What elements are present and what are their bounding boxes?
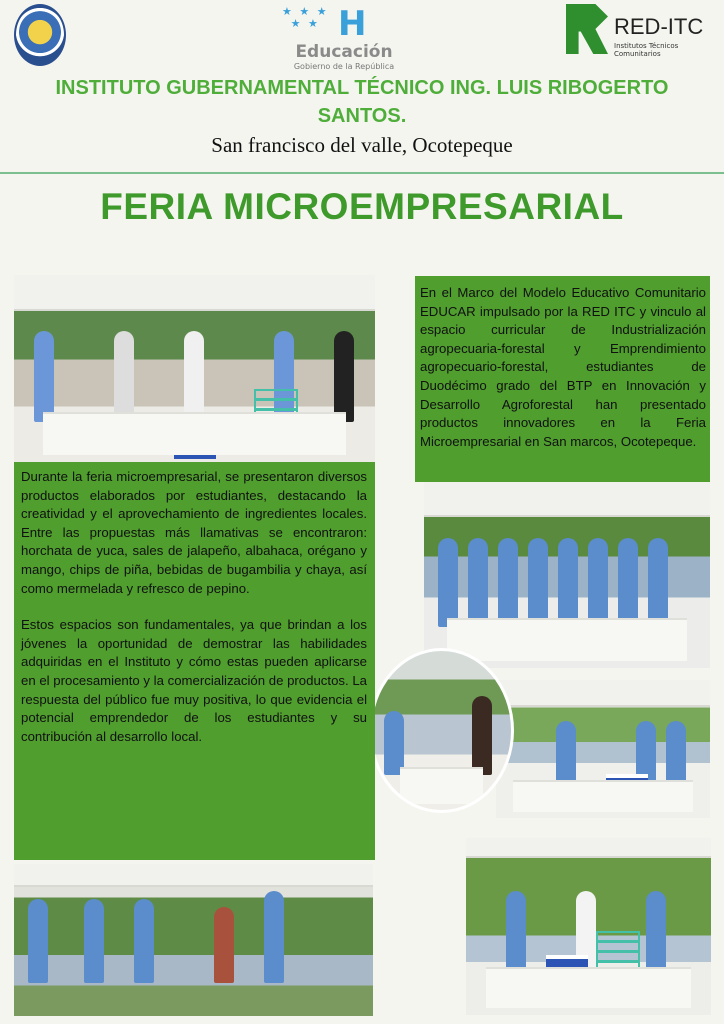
- photo-students-booth: [14, 275, 375, 463]
- person-figure: [618, 538, 638, 627]
- photo-display-table: [466, 838, 711, 1015]
- photo-circle-products: [369, 648, 514, 813]
- person-figure: [558, 538, 578, 627]
- person-figure: [648, 538, 668, 627]
- description-paragraph-2: Estos espacios son fundamentales, ya que brindan a los jóvenes la oportunidad de demostrar las habilidades adquiridas en el Instituto y cómo estas pueden aplicarse en el procesamiento y la comercialización de productos. La respuesta del público fue muy positiva, lo que evidencia el potencial emprendedor de los estudiantes y su contribución al desarrollo local.: [21, 617, 367, 744]
- tent-roof: [466, 838, 711, 858]
- person-figure: [334, 331, 354, 421]
- person-figure: [556, 721, 576, 787]
- photo-visitors: [14, 864, 373, 1016]
- description-paragraph-1: Durante la feria microempresarial, se presentaron diversos productos elaborados por estudiantes, destacando la creatividad y el aprovechamiento de ingredientes locales. Entre las propuestas más llamativas se encontraron: horchata de yuca, sales de jalapeño, albahaca, orégano y mango, chips de piña, bebidas de bugambilia y chaya, así como mermelada y refresco de pepino.: [21, 469, 367, 596]
- person-figure: [468, 538, 488, 627]
- red-itc-logo-icon: [566, 4, 722, 56]
- person-figure: [666, 721, 686, 787]
- photo-fair-stands: [496, 680, 710, 818]
- display-table: [400, 767, 483, 804]
- person-figure: [34, 331, 54, 421]
- person-figure: [84, 899, 104, 983]
- person-figure: [184, 331, 204, 421]
- person-figure: [214, 907, 234, 983]
- tent-roof: [14, 275, 375, 311]
- person-figure: [384, 711, 404, 775]
- location: San francisco del valle, Ocotepeque: [211, 133, 513, 157]
- red-itc-mark-icon: [566, 4, 608, 54]
- tent-roof: [424, 482, 710, 517]
- intro-text-box: [415, 276, 710, 482]
- person-figure: [506, 891, 526, 976]
- stars-icon: ★ ★ ★ ★ ★: [282, 5, 329, 30]
- education-logo-sub: Gobierno de la República: [293, 62, 395, 71]
- display-table: [513, 780, 693, 812]
- person-figure: [28, 899, 48, 983]
- institute-seal-icon: [14, 4, 66, 66]
- h-letter-icon: H: [338, 4, 367, 44]
- tent-roof: [14, 864, 373, 887]
- person-figure: [472, 696, 492, 776]
- display-table: [43, 412, 346, 455]
- person-figure: [134, 899, 154, 983]
- institute-line1: INSTITUTO GUBERNAMENTAL TÉCNICO ING. LUIS RIBOGERTO: [55, 77, 669, 99]
- red-itc-sub: Institutos Técnicos Comunitarios: [614, 42, 679, 58]
- page-title: FERIA MICROEMPRESARIAL: [100, 186, 624, 227]
- education-logo-word: Educación: [295, 42, 393, 62]
- display-table: [447, 618, 687, 661]
- educacion-logo-icon: [282, 4, 406, 72]
- intro-text: En el Marco del Modelo Educativo Comunitario EDUCAR impulsado por la RED ITC y vinculo al espacio curricular de Industrialización agropecuaria-forestal y Emprendimiento agropecuario-forestal, estudiantes de Duodécimo grado del BTP en Innovación y Desarrollo Agroforestal han presentado productos innovadores en la Feria Microempresarial en San marcos, Ocotepeque.: [420, 285, 706, 449]
- institute-title: [10, 74, 714, 130]
- description-text-box: [14, 462, 375, 860]
- person-figure: [498, 538, 518, 627]
- person-figure: [528, 538, 548, 627]
- institute-line2: SANTOS.: [317, 105, 407, 127]
- person-figure: [438, 538, 458, 627]
- person-figure: [264, 891, 284, 982]
- photo-group-students: [424, 482, 710, 668]
- person-figure: [646, 891, 666, 976]
- red-itc-name: RED-ITC: [614, 14, 704, 39]
- person-figure: [114, 331, 134, 421]
- person-figure: [588, 538, 608, 627]
- tent-roof: [496, 680, 710, 707]
- display-table: [486, 967, 692, 1008]
- divider: [0, 172, 724, 174]
